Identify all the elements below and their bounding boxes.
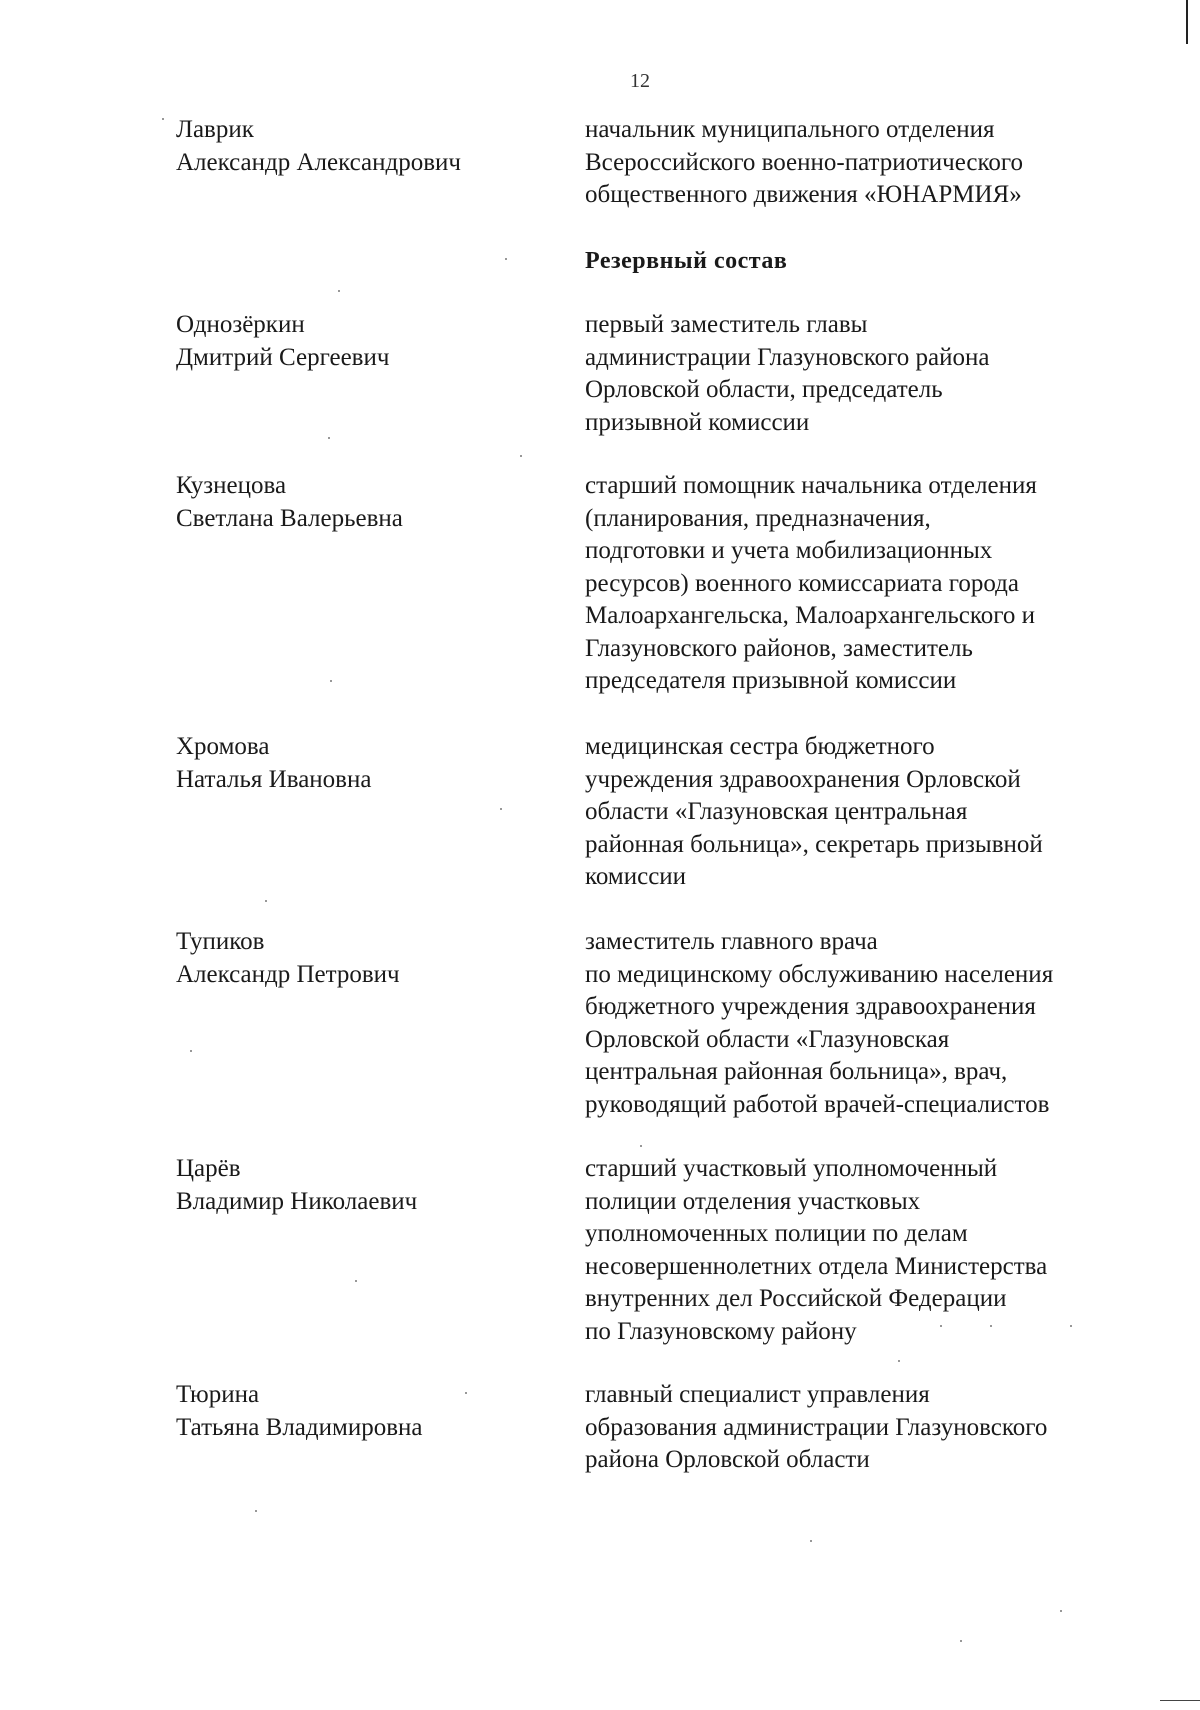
role-line: области «Глазуновская центральная <box>585 798 968 825</box>
role-line: бюджетного учреждения здравоохранения <box>585 993 1036 1020</box>
member-surname: Лаврик <box>176 116 254 143</box>
role-line: уполномоченных полиции по делам <box>585 1220 968 1247</box>
role-line: района Орловской области <box>585 1446 870 1473</box>
role-line: председателя призывной комиссии <box>585 667 957 694</box>
role-line: Глазуновского районов, заместитель <box>585 634 973 662</box>
scan-speck <box>355 1280 357 1282</box>
scan-speck <box>190 1050 192 1052</box>
scan-speck <box>520 455 522 457</box>
role-line: общественного движения «ЮНАРМИЯ» <box>585 181 1022 208</box>
role-line: заместитель главного врача <box>585 928 878 955</box>
role-line: полиции отделения участковых <box>585 1187 921 1215</box>
member-role <box>585 470 1115 698</box>
member-surname: Однозёркин <box>176 311 305 338</box>
member-given-name: Светлана Валерьевна <box>176 504 403 532</box>
member-name <box>176 470 546 535</box>
scan-speck <box>500 808 502 810</box>
role-line: образования администрации Глазуновского <box>585 1413 1048 1441</box>
role-line: руководящий работой врачей-специалистов <box>585 1090 1050 1118</box>
scan-speck <box>940 1325 942 1327</box>
member-name <box>176 309 546 374</box>
scan-speck <box>898 1360 900 1362</box>
role-line: (планирования, предназначения, <box>585 504 931 532</box>
scan-speck <box>1060 1610 1062 1612</box>
scan-edge-mark-bottom <box>1160 1700 1200 1701</box>
role-line: начальник муниципального отделения <box>585 116 995 143</box>
scan-speck <box>162 118 164 120</box>
scan-speck <box>960 1640 962 1642</box>
member-surname: Тюрина <box>176 1381 260 1408</box>
member-surname: Кузнецова <box>176 472 287 499</box>
role-line: районная больница», секретарь призывной <box>585 830 1043 858</box>
role-line: главный специалист управления <box>585 1381 930 1408</box>
role-line: Всероссийского военно-патриотического <box>585 148 1024 176</box>
role-line: старший помощник начальника отделения <box>585 472 1037 499</box>
scan-speck <box>465 1392 467 1394</box>
member-role <box>585 309 1115 439</box>
scan-speck <box>328 437 330 439</box>
scan-speck <box>265 900 267 902</box>
member-role <box>585 1153 1115 1348</box>
member-surname: Хромова <box>176 733 270 760</box>
member-given-name: Владимир Николаевич <box>176 1187 418 1215</box>
page-number: 12 <box>630 70 650 92</box>
scan-speck <box>255 1510 257 1512</box>
scan-edge-mark <box>1186 0 1188 44</box>
member-given-name: Александр Александрович <box>176 148 461 176</box>
member-name <box>176 1153 546 1218</box>
role-line: администрации Глазуновского района <box>585 343 990 371</box>
member-role <box>585 926 1115 1121</box>
reserve-section-heading: Резервный состав <box>585 248 788 274</box>
role-line: по медицинскому обслуживанию населения <box>585 960 1054 988</box>
member-name <box>176 114 546 179</box>
role-line: центральная районная больница», врач, <box>585 1058 1008 1085</box>
member-given-name: Дмитрий Сергеевич <box>176 343 390 371</box>
member-name <box>176 1379 546 1444</box>
role-line: по Глазуновскому району <box>585 1317 857 1345</box>
member-name <box>176 731 546 796</box>
scan-speck <box>505 258 507 260</box>
role-line: призывной комиссии <box>585 408 810 436</box>
scan-speck <box>990 1325 992 1327</box>
member-role <box>585 1379 1115 1477</box>
scan-speck <box>810 1540 812 1542</box>
role-line: учреждения здравоохранения Орловской <box>585 765 1021 793</box>
scan-speck <box>1070 1325 1072 1327</box>
role-line: Малоархангельска, Малоархангельского и <box>585 602 1036 629</box>
scan-speck <box>640 1145 642 1147</box>
member-surname: Тупиков <box>176 928 265 955</box>
member-given-name: Александр Петрович <box>176 960 400 988</box>
member-given-name: Наталья Ивановна <box>176 765 372 793</box>
role-line: внутренних дел Российской Федерации <box>585 1285 1007 1312</box>
member-given-name: Татьяна Владимировна <box>176 1413 423 1441</box>
role-line: подготовки и учета мобилизационных <box>585 537 993 564</box>
role-line: Орловской области «Глазуновская <box>585 1025 950 1053</box>
role-line: старший участковый уполномоченный <box>585 1155 998 1182</box>
scan-speck <box>338 290 340 292</box>
member-role <box>585 114 1115 212</box>
role-line: ресурсов) военного комиссариата города <box>585 569 1019 597</box>
member-role <box>585 731 1115 894</box>
member-surname: Царёв <box>176 1155 241 1182</box>
role-line: Орловской области, председатель <box>585 376 943 403</box>
role-line: медицинская сестра бюджетного <box>585 733 935 760</box>
scan-speck <box>330 680 332 682</box>
role-line: комиссии <box>585 863 687 890</box>
role-line: первый заместитель главы <box>585 311 868 338</box>
role-line: несовершеннолетних отдела Министерства <box>585 1252 1048 1280</box>
member-name <box>176 926 546 991</box>
